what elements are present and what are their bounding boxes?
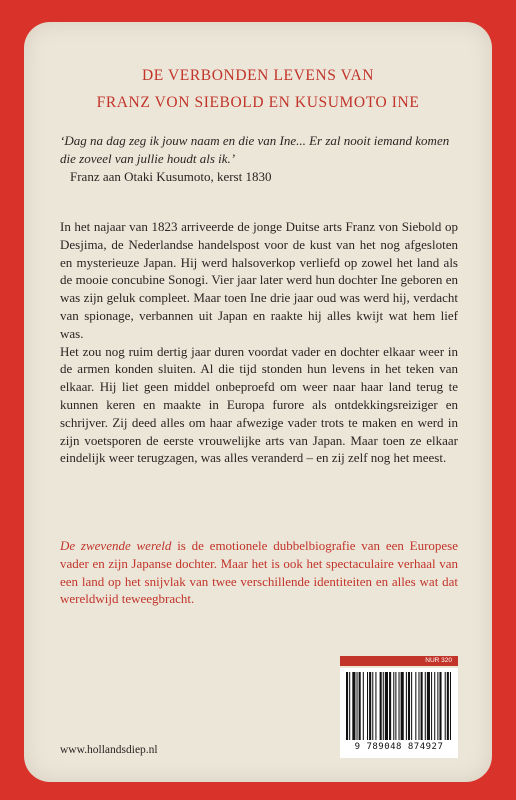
barcode-bar <box>431 672 432 740</box>
barcode-bar <box>359 672 361 740</box>
publisher-website: www.hollandsdiep.nl <box>60 744 158 756</box>
barcode-bar <box>406 672 407 740</box>
barcode-bar <box>393 672 394 740</box>
summary-paragraph-2: Het zou nog ruim dertig jaar duren voordat vader en dochter elkaar weer in de armen konden sluiten. Al die tijd stonden hun levens in het teken van elkaar. Hij liet geen middel onbeproefd om weer naar haar land terug te kunnen keren en maakte in Europa furore als ontdekkingsreiziger en schrijver. Zij deed alles om haar afwezige vader trots te maken en werd in zijn voetsporen de eerste vrouwelijke arts van Japan. Maar toen ze elkaar eindelijk weer terugzagen, was alles veranderd – en zij zelf nog het meest. <box>60 343 458 466</box>
barcode-bar <box>418 672 419 740</box>
barcode-bar <box>447 672 449 740</box>
barcode-bar <box>401 672 404 740</box>
barcode-bar <box>389 672 391 740</box>
cover-headline <box>24 62 492 116</box>
quote-attribution: Franz aan Otaki Kusumoto, kerst 1830 <box>70 169 272 184</box>
summary-paragraph-1: In het najaar van 1823 arriveerde de jonge Duitse arts Franz von Siebold op Desjima, de Nederlandse handelspost voor de kust van het nog afgesloten en mysterieuze Japan. Hij werd halsoverkop verliefd op zowel het land als de mooie concubine Sonogi. Vier jaar later werd hun dochter Ine geboren en was zijn geluk compleet. Maar toen Ine drie jaar oud was werd hij, verdacht van spionage, verbannen uit Japan en raakte hij alles kwijt wat hem lief was. <box>60 219 458 341</box>
barcode-bar <box>445 672 446 740</box>
quote-text: ‘Dag na dag zeg ik jouw naam en die van Ine... Er zal nooit iemand komen die zoveel van jullie houdt als ik.’ <box>60 133 450 166</box>
barcode-bar <box>437 672 438 740</box>
barcode-bar <box>450 672 451 740</box>
barcode-bar <box>421 672 423 740</box>
barcode-bar <box>369 672 371 740</box>
back-cover-panel <box>24 22 492 782</box>
barcode-bar <box>367 672 368 740</box>
summary-text <box>60 218 458 467</box>
barcode-bar <box>439 672 441 740</box>
epigraph-quote <box>60 132 460 186</box>
headline-line-2: FRANZ VON SIEBOLD EN KUSUMOTO INE <box>96 94 420 111</box>
barcode-bar <box>411 672 412 740</box>
barcode-bar <box>425 672 426 740</box>
barcode-bar <box>427 672 430 740</box>
barcode <box>340 668 458 758</box>
headline-line-1: DE VERBONDEN LEVENS VAN <box>141 67 375 84</box>
barcode-bar <box>363 672 364 740</box>
barcode-bar <box>395 672 396 740</box>
barcode-bars <box>340 668 458 742</box>
barcode-bar <box>380 672 382 740</box>
barcode-bar <box>399 672 400 740</box>
blurb-text <box>60 537 458 608</box>
blurb-rest: is de emotionele dubbelbiografie van een Europese vader en zijn Japanse dochter. Maar het is ook het spectaculaire verhaal van een land op het snijvlak van twee verschillende identiteiten en alles wat dat wereldwijd teweegbracht. <box>60 538 458 607</box>
barcode-bar <box>349 672 350 740</box>
barcode-bar <box>385 672 388 740</box>
nur-code-label: NUR 320 <box>340 656 458 666</box>
barcode-bar <box>383 672 384 740</box>
barcode-bar <box>352 672 355 740</box>
barcode-bar <box>415 672 416 740</box>
barcode-bar <box>346 672 348 740</box>
barcode-bar <box>357 672 358 740</box>
barcode-bar <box>372 672 373 740</box>
barcode-bar <box>434 672 435 740</box>
isbn-number: 9 789048 874927 <box>354 742 444 752</box>
barcode-bar <box>375 672 376 740</box>
barcode-bar <box>408 672 410 740</box>
book-title: De zwevende wereld <box>60 538 172 553</box>
